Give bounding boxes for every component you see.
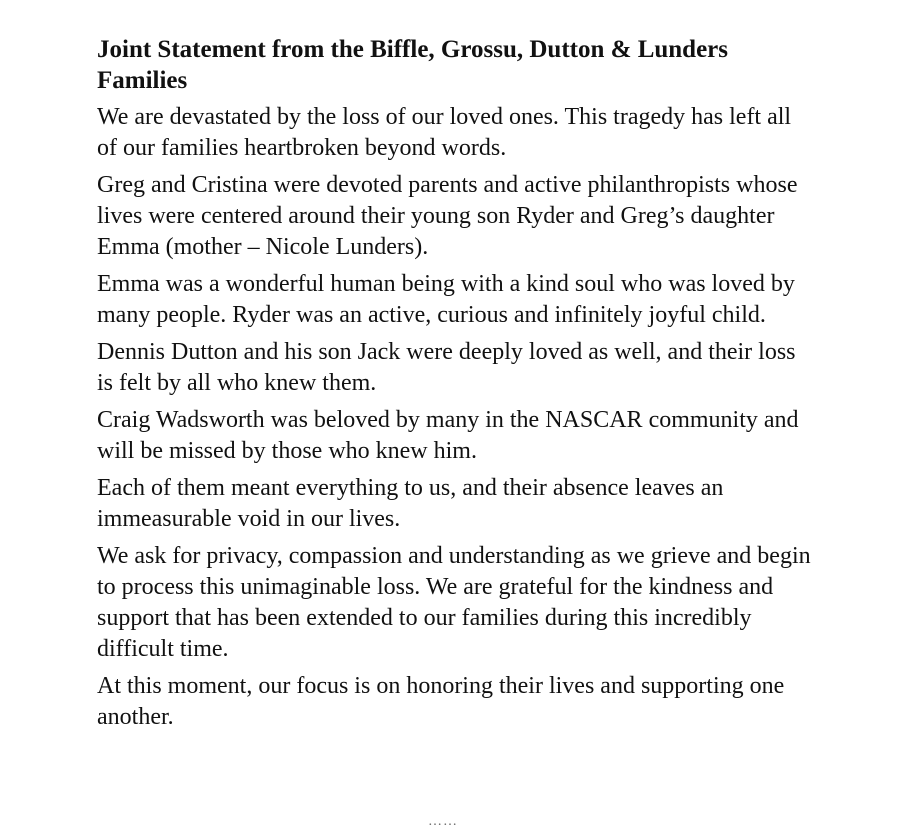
paragraph-4: Dennis Dutton and his son Jack were deeply loved as well, and their loss is felt by all who knew them. — [97, 339, 796, 396]
statement-title: Joint Statement from the Biffle, Grossu, Dutton & Lunders Families — [97, 36, 729, 94]
paragraph-3: Emma was a wonderful human being with a kind soul who was loved by many people. Ryder was an active, curious and infinitely joyful child. — [97, 271, 795, 328]
paragraph-7: We ask for privacy, compassion and understanding as we grieve and begin to process this unimaginable loss. We are grateful for the kindness and support that has been extended to our families during this incredibly difficult time. — [97, 543, 811, 662]
paragraph-1: We are devastated by the loss of our loved ones. This tragedy has left all of our families heartbroken beyond words. — [97, 104, 792, 161]
statement-body — [97, 34, 817, 739]
paragraph-5: Craig Wadsworth was beloved by many in the NASCAR community and will be missed by those who knew him. — [97, 407, 799, 464]
paragraph-8: At this moment, our focus is on honoring their lives and supporting one another. — [97, 673, 785, 730]
continuation-mark: …… — [428, 814, 458, 829]
paragraph-6: Each of them meant everything to us, and their absence leaves an immeasurable void in our lives. — [97, 475, 724, 532]
paragraph-2: Greg and Cristina were devoted parents and active philanthropists whose lives were centered around their young son Ryder and Greg’s daughter Emma (mother – Nicole Lunders). — [97, 172, 798, 260]
